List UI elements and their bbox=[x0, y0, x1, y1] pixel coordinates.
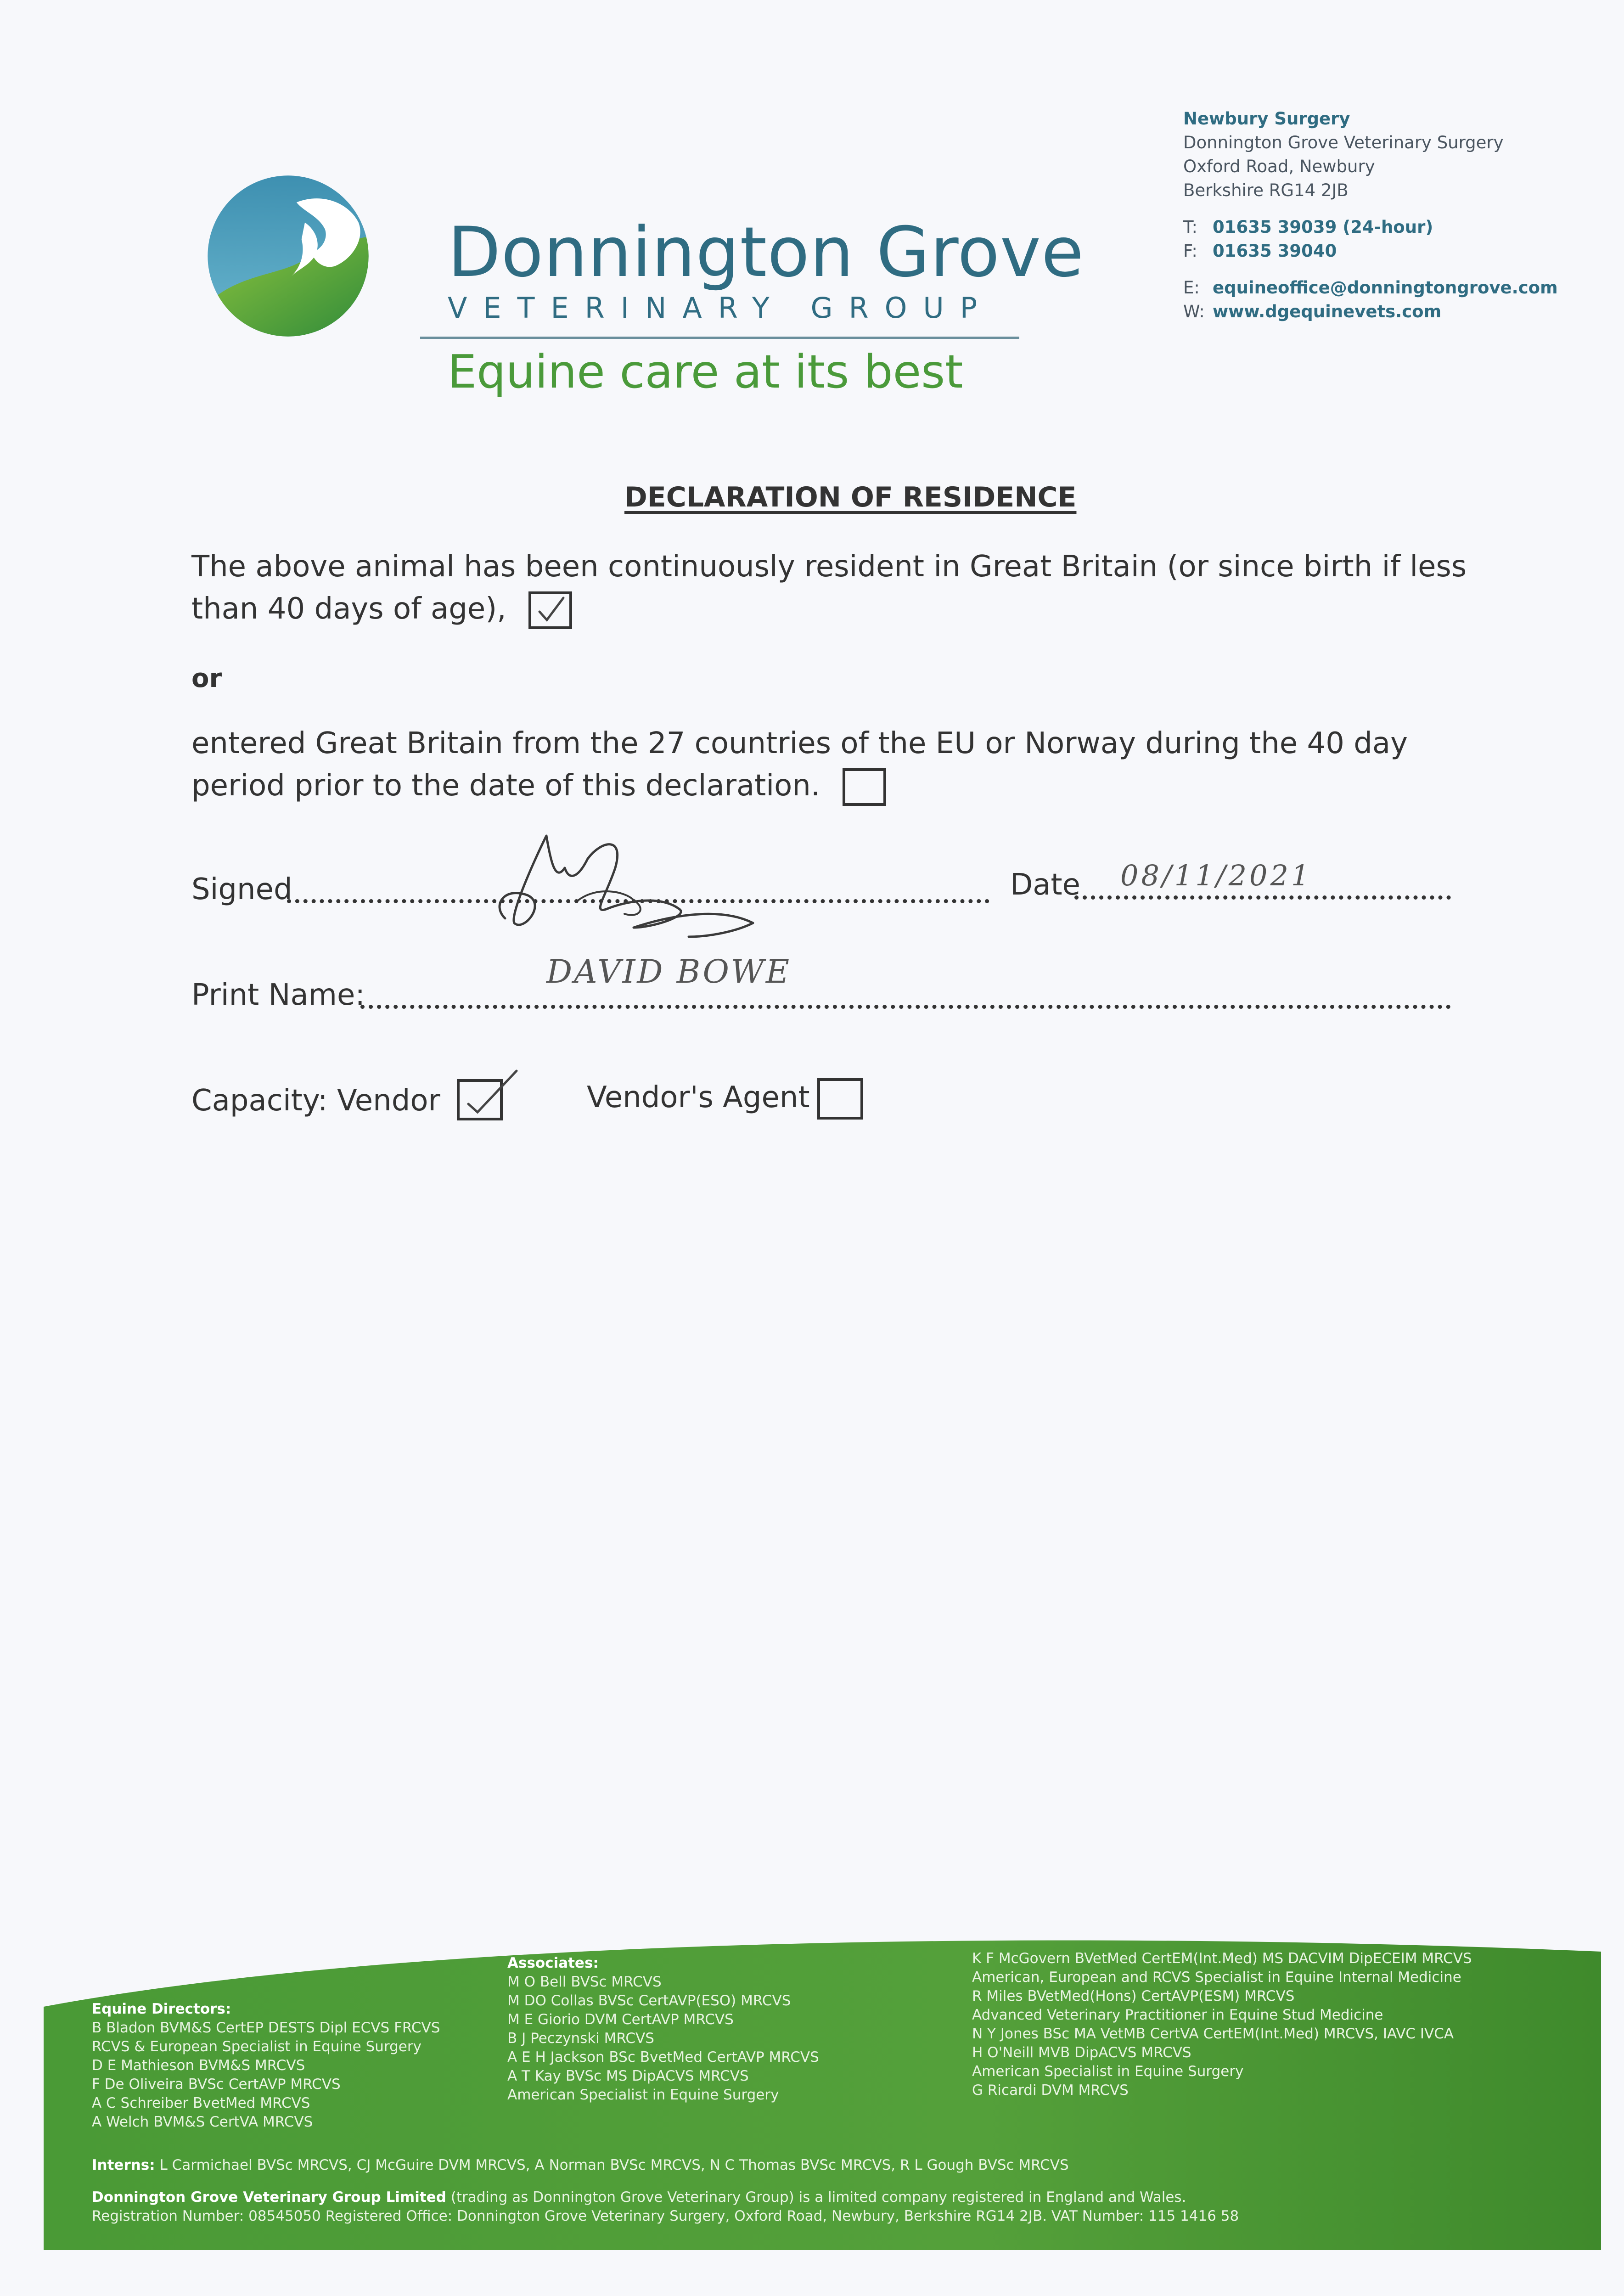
email-link[interactable]: equineoffice@donningtongrove.com bbox=[1213, 278, 1558, 298]
associates-title: Associates: bbox=[507, 1955, 599, 1971]
address-line: Oxford Road, Newbury bbox=[1183, 157, 1375, 176]
address-line: Berkshire RG14 2JB bbox=[1183, 180, 1349, 200]
specialist-line: American, European and RCVS Specialist in Equine Internal Medicine bbox=[972, 1969, 1461, 1986]
director-line: RCVS & European Specialist in Equine Surgery bbox=[92, 2038, 421, 2055]
registration-text: Registration Number: 08545050 Registered Office: Donnington Grove Veterinary Surgery, Oxford Road, Newbury, Berkshire RG14 2JB. VAT Number: 115 1416 58 bbox=[92, 2208, 1239, 2224]
address-block bbox=[1183, 107, 1596, 324]
date-label: Date bbox=[1010, 868, 1080, 902]
surgery-name: Newbury Surgery bbox=[1183, 109, 1350, 129]
associate-line: A E H Jackson BSc BvetMed CertAVP MRCVS bbox=[507, 2049, 819, 2065]
footer-associates bbox=[507, 1954, 819, 2105]
directors-title: Equine Directors: bbox=[92, 2001, 231, 2017]
director-line: F De Oliveira BVSc CertAVP MRCVS bbox=[92, 2076, 341, 2093]
website-link[interactable]: www.dgequinevets.com bbox=[1213, 302, 1442, 321]
director-line: A C Schreiber BvetMed MRCVS bbox=[92, 2095, 310, 2111]
footer-company bbox=[92, 2188, 1239, 2226]
email-label: E: bbox=[1183, 278, 1200, 298]
date-value: 08/11/2021 bbox=[1120, 859, 1312, 892]
associate-line: M E Giorio DVM CertAVP MRCVS bbox=[507, 2011, 734, 2028]
brand-tagline: Equine care at its best bbox=[448, 345, 963, 399]
director-line: A Welch BVM&S CertVA MRCVS bbox=[92, 2114, 313, 2130]
associate-line: M DO Collas BVSc CertAVP(ESO) MRCVS bbox=[507, 1992, 791, 2009]
checkmark-icon bbox=[457, 1068, 526, 1123]
print-name-value: DAVID BOWE bbox=[546, 953, 791, 990]
residence-checkbox[interactable] bbox=[528, 591, 572, 629]
fax-number: 01635 39040 bbox=[1213, 241, 1337, 261]
associate-line: A T Kay BVSc MS DipACVS MRCVS bbox=[507, 2068, 749, 2084]
company-text: (trading as Donnington Grove Veterinary Group) is a limited company registered in England and Wales. bbox=[450, 2189, 1186, 2206]
specialist-line: N Y Jones BSc MA VetMB CertVA CertEM(Int.Med) MRCVS, IAVC IVCA bbox=[972, 2026, 1454, 2042]
residence-text: The above animal has been continuously resident in Great Britain (or since birth if less than 40 days of age), bbox=[191, 550, 1467, 626]
company-name: Donnington Grove Veterinary Group Limited bbox=[92, 2189, 446, 2206]
specialist-line: K F McGovern BVetMed CertEM(Int.Med) MS DACVIM DipECEIM MRCVS bbox=[972, 1950, 1472, 1967]
specialist-line: G Ricardi DVM MRCVS bbox=[972, 2082, 1129, 2099]
entry-checkbox[interactable] bbox=[843, 768, 886, 806]
signed-label: Signed bbox=[191, 872, 292, 906]
footer-specialists bbox=[972, 1949, 1472, 2100]
phone-label: T: bbox=[1183, 217, 1198, 237]
print-name-label: Print Name: bbox=[191, 978, 365, 1012]
fax-label: F: bbox=[1183, 241, 1197, 261]
specialist-line: R Miles BVetMed(Hons) CertAVP(ESM) MRCVS bbox=[972, 1988, 1295, 2004]
associate-line: M O Bell BVSc MRCVS bbox=[507, 1974, 662, 1990]
residence-statement bbox=[191, 546, 1477, 630]
entry-text: entered Great Britain from the 27 countries of the EU or Norway during the 40 day period prior to the date of this declaration. bbox=[191, 726, 1408, 803]
phone-number[interactable]: 01635 39039 (24-hour) bbox=[1213, 217, 1433, 237]
vendors-agent-label: Vendor's Agent bbox=[587, 1080, 810, 1114]
address-line: Donnington Grove Veterinary Surgery bbox=[1183, 133, 1504, 152]
date-line[interactable] bbox=[1074, 895, 1451, 900]
director-line: D E Mathieson BVM&S MRCVS bbox=[92, 2057, 305, 2074]
interns-title: Interns: bbox=[92, 2157, 155, 2173]
web-label: W: bbox=[1183, 302, 1205, 321]
footer-directors bbox=[92, 2000, 440, 2132]
vendors-agent-checkbox[interactable] bbox=[817, 1078, 863, 1120]
brand-divider bbox=[420, 337, 1019, 339]
checkmark-icon bbox=[531, 594, 569, 626]
specialist-line: H O'Neill MVB DipACVS MRCVS bbox=[972, 2044, 1191, 2061]
director-line: B Bladon BVM&S CertEP DESTS Dipl ECVS FRCVS bbox=[92, 2020, 440, 2036]
signature-icon bbox=[487, 827, 767, 946]
footer-interns bbox=[92, 2156, 1069, 2175]
logo-icon bbox=[204, 172, 372, 340]
print-name-line[interactable] bbox=[360, 1005, 1451, 1009]
brand-name: Donnington Grove bbox=[448, 213, 1085, 293]
or-separator: or bbox=[191, 664, 222, 693]
entry-statement bbox=[191, 722, 1477, 807]
specialist-line: American Specialist in Equine Surgery bbox=[972, 2063, 1244, 2080]
declaration-title: DECLARATION OF RESIDENCE bbox=[624, 481, 1077, 513]
capacity-vendor-label: Capacity: Vendor bbox=[191, 1084, 440, 1118]
associate-line: B J Peczynski MRCVS bbox=[507, 2030, 654, 2047]
brand-group: VETERINARY GROUP bbox=[448, 291, 994, 325]
associate-line: American Specialist in Equine Surgery bbox=[507, 2087, 779, 2103]
specialist-line: Advanced Veterinary Practitioner in Equine Stud Medicine bbox=[972, 2007, 1383, 2023]
interns-list: L Carmichael BVSc MRCVS, CJ McGuire DVM MRCVS, A Norman BVSc MRCVS, N C Thomas BVSc MRCVS, R L Gough BVSc MRCVS bbox=[159, 2157, 1069, 2173]
vendor-checkbox[interactable] bbox=[457, 1079, 503, 1120]
